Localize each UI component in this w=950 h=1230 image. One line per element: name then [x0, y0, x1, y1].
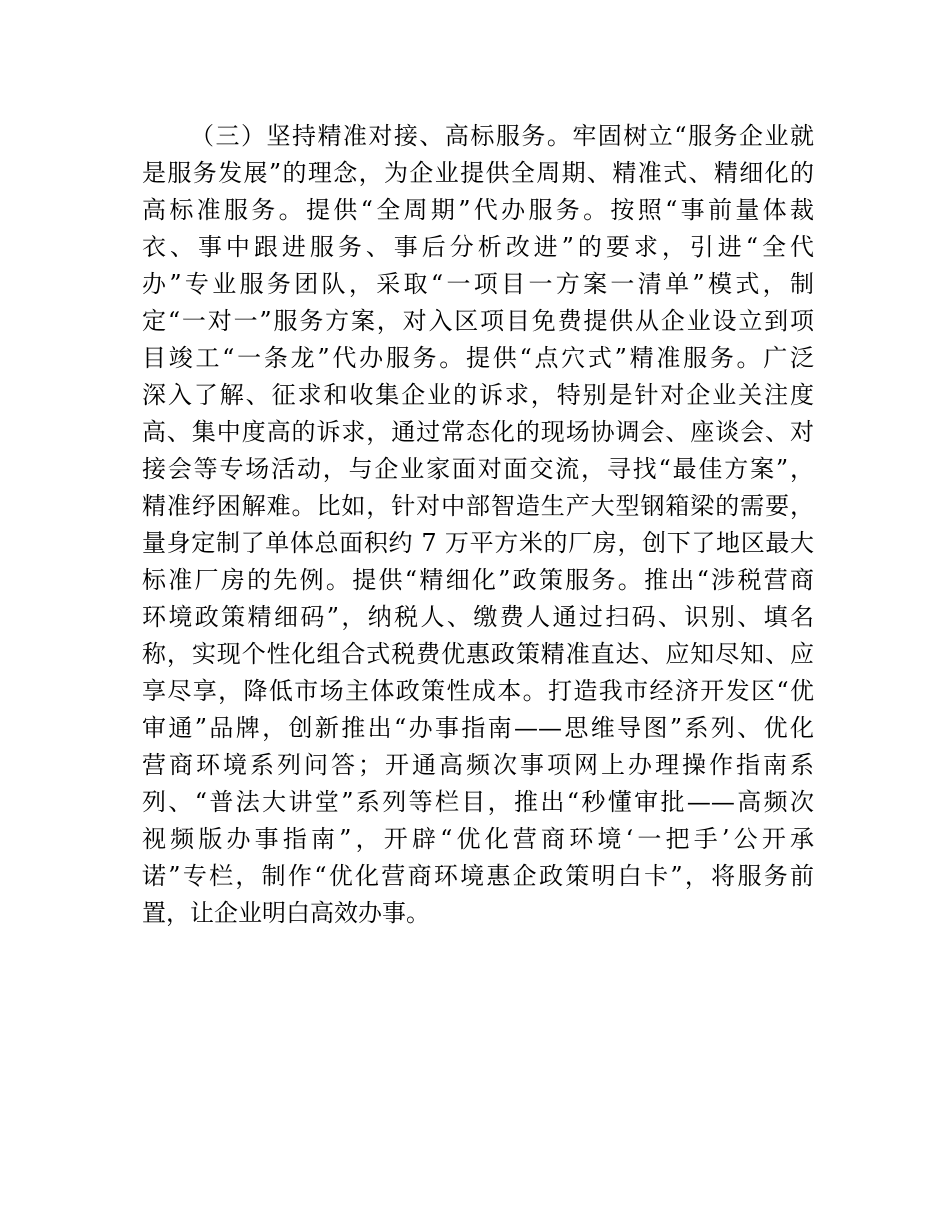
text-line-14: 环境政策精细码”，纳税人、缴费人通过扫码、识别、填名 — [142, 603, 814, 631]
text-line-8: 深入了解、征求和收集企业的诉求，特别是针对企业关注度 — [142, 381, 814, 409]
text-line-17: 审通”品牌，创新推出“办事指南——思维导图”系列、优化 — [142, 714, 814, 742]
text-line-19: 列、“普法大讲堂”系列等栏目，推出“秒懂审批——高频次 — [142, 788, 814, 816]
text-line-22: 置，让企业明白高效办事。 — [142, 899, 430, 927]
text-line-16: 享尽享，降低市场主体政策性成本。打造我市经济开发区“优 — [142, 677, 814, 705]
text-line-7: 目竣工“一条龙”代办服务。提供“点穴式”精准服务。广泛 — [142, 344, 814, 372]
text-line-21: 诺”专栏，制作“优化营商环境惠企政策明白卡”，将服务前 — [142, 862, 814, 890]
text-line-1: （三）坚持精准对接、高标服务。牢固树立“服务企业就 — [190, 122, 814, 150]
text-line-4: 衣、事中跟进服务、事后分析改进”的要求，引进“全代 — [142, 233, 814, 261]
text-line-12: 量身定制了单体总面积约 7 万平方米的厂房，创下了地区最大 — [142, 529, 814, 557]
text-line-5: 办”专业服务团队，采取“一项目一方案一清单”模式，制 — [142, 270, 814, 298]
text-line-15: 称，实现个性化组合式税费优惠政策精准直达、应知尽知、应 — [142, 640, 814, 668]
text-line-2: 是服务发展”的理念，为企业提供全周期、精准式、精细化的 — [142, 159, 814, 187]
text-line-6: 定“一对一”服务方案，对入区项目免费提供从企业设立到项 — [142, 307, 814, 335]
text-line-10: 接会等专场活动，与企业家面对面交流，寻找“最佳方案”， — [142, 455, 814, 483]
text-line-20: 视频版办事指南”，开辟“优化营商环境‘一把手’公开承 — [142, 825, 814, 853]
text-line-18: 营商环境系列问答；开通高频次事项网上办理操作指南系 — [142, 751, 814, 779]
text-line-3: 高标准服务。提供“全周期”代办服务。按照“事前量体裁 — [142, 196, 814, 224]
text-line-11: 精准纾困解难。比如，针对中部智造生产大型钢箱梁的需要， — [142, 492, 814, 520]
text-line-9: 高、集中度高的诉求，通过常态化的现场协调会、座谈会、对 — [142, 418, 814, 446]
paragraph — [142, 118, 814, 932]
text-line-13: 标准厂房的先例。提供“精细化”政策服务。推出“涉税营商 — [142, 566, 814, 594]
